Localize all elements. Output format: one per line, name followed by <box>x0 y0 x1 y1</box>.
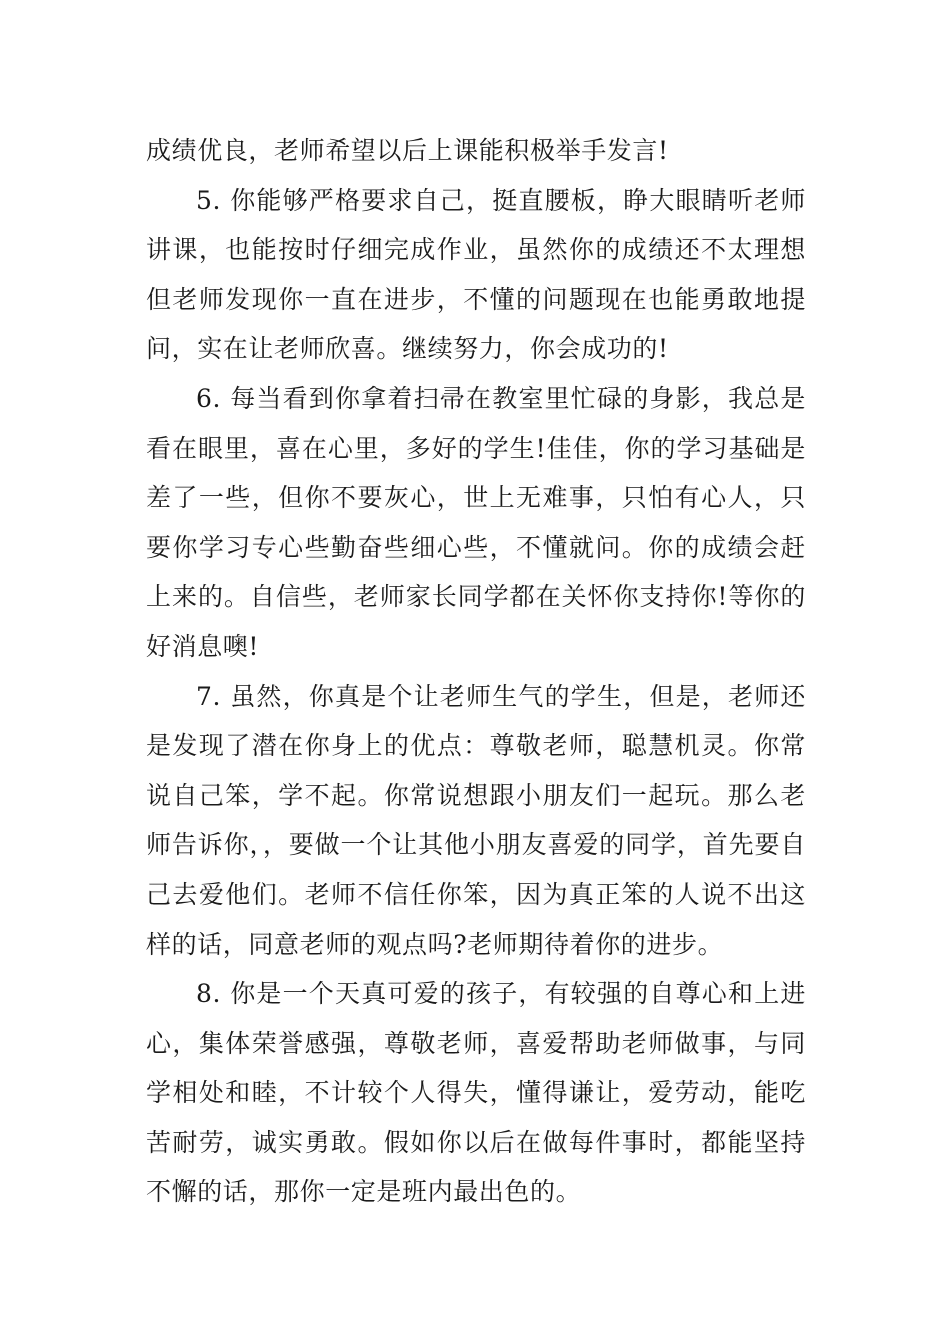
paragraph-comment-6: 6. 每当看到你拿着扫帚在教室里忙碌的身影，我总是看在眼里，喜在心里，多好的学生!佳佳，你的学习基础是差了一些，但你不要灰心，世上无难事，只怕有心人，只要你学习专心些勤奋些细心些，不懂就问。你的成绩会赶上来的。自信些，老师家长同学都在关怀你支持你!等你的好消息噢! <box>146 383 806 661</box>
paragraph-comment-5: 5. 你能够严格要求自己，挺直腰板，睁大眼睛听老师讲课，也能按时仔细完成作业，虽然你的成绩还不太理想但老师发现你一直在进步，不懂的问题现在也能勇敢地提问，实在让老师欣喜。继续努力，你会成功的! <box>146 185 806 364</box>
paragraph-continuation: 成绩优良，老师希望以后上课能积极举手发言! <box>146 136 669 165</box>
paragraph-comment-8: 8. 你是一个天真可爱的孩子，有较强的自尊心和上进心，集体荣誉感强，尊敬老师，喜爱帮助老师做事，与同学相处和睦，不计较个人得失，懂得谦让，爱劳动，能吃苦耐劳，诚实勇敢。假如你以后在做每件事时，都能坚持不懈的话，那你一定是班内最出色的。 <box>146 979 806 1207</box>
document-body <box>146 126 806 1217</box>
paragraph-comment-7: 7. 虽然，你真是个让老师生气的学生，但是，老师还是发现了潜在你身上的优点：尊敬老师，聪慧机灵。你常说自己笨，学不起。你常说想跟小朋友们一起玩。那么老师告诉你，，要做一个让其他小朋友喜爱的同学，首先要自己去爱他们。老师不信任你笨，因为真正笨的人说不出这样的话，同意老师的观点吗?老师期待着你的进步。 <box>146 681 806 959</box>
